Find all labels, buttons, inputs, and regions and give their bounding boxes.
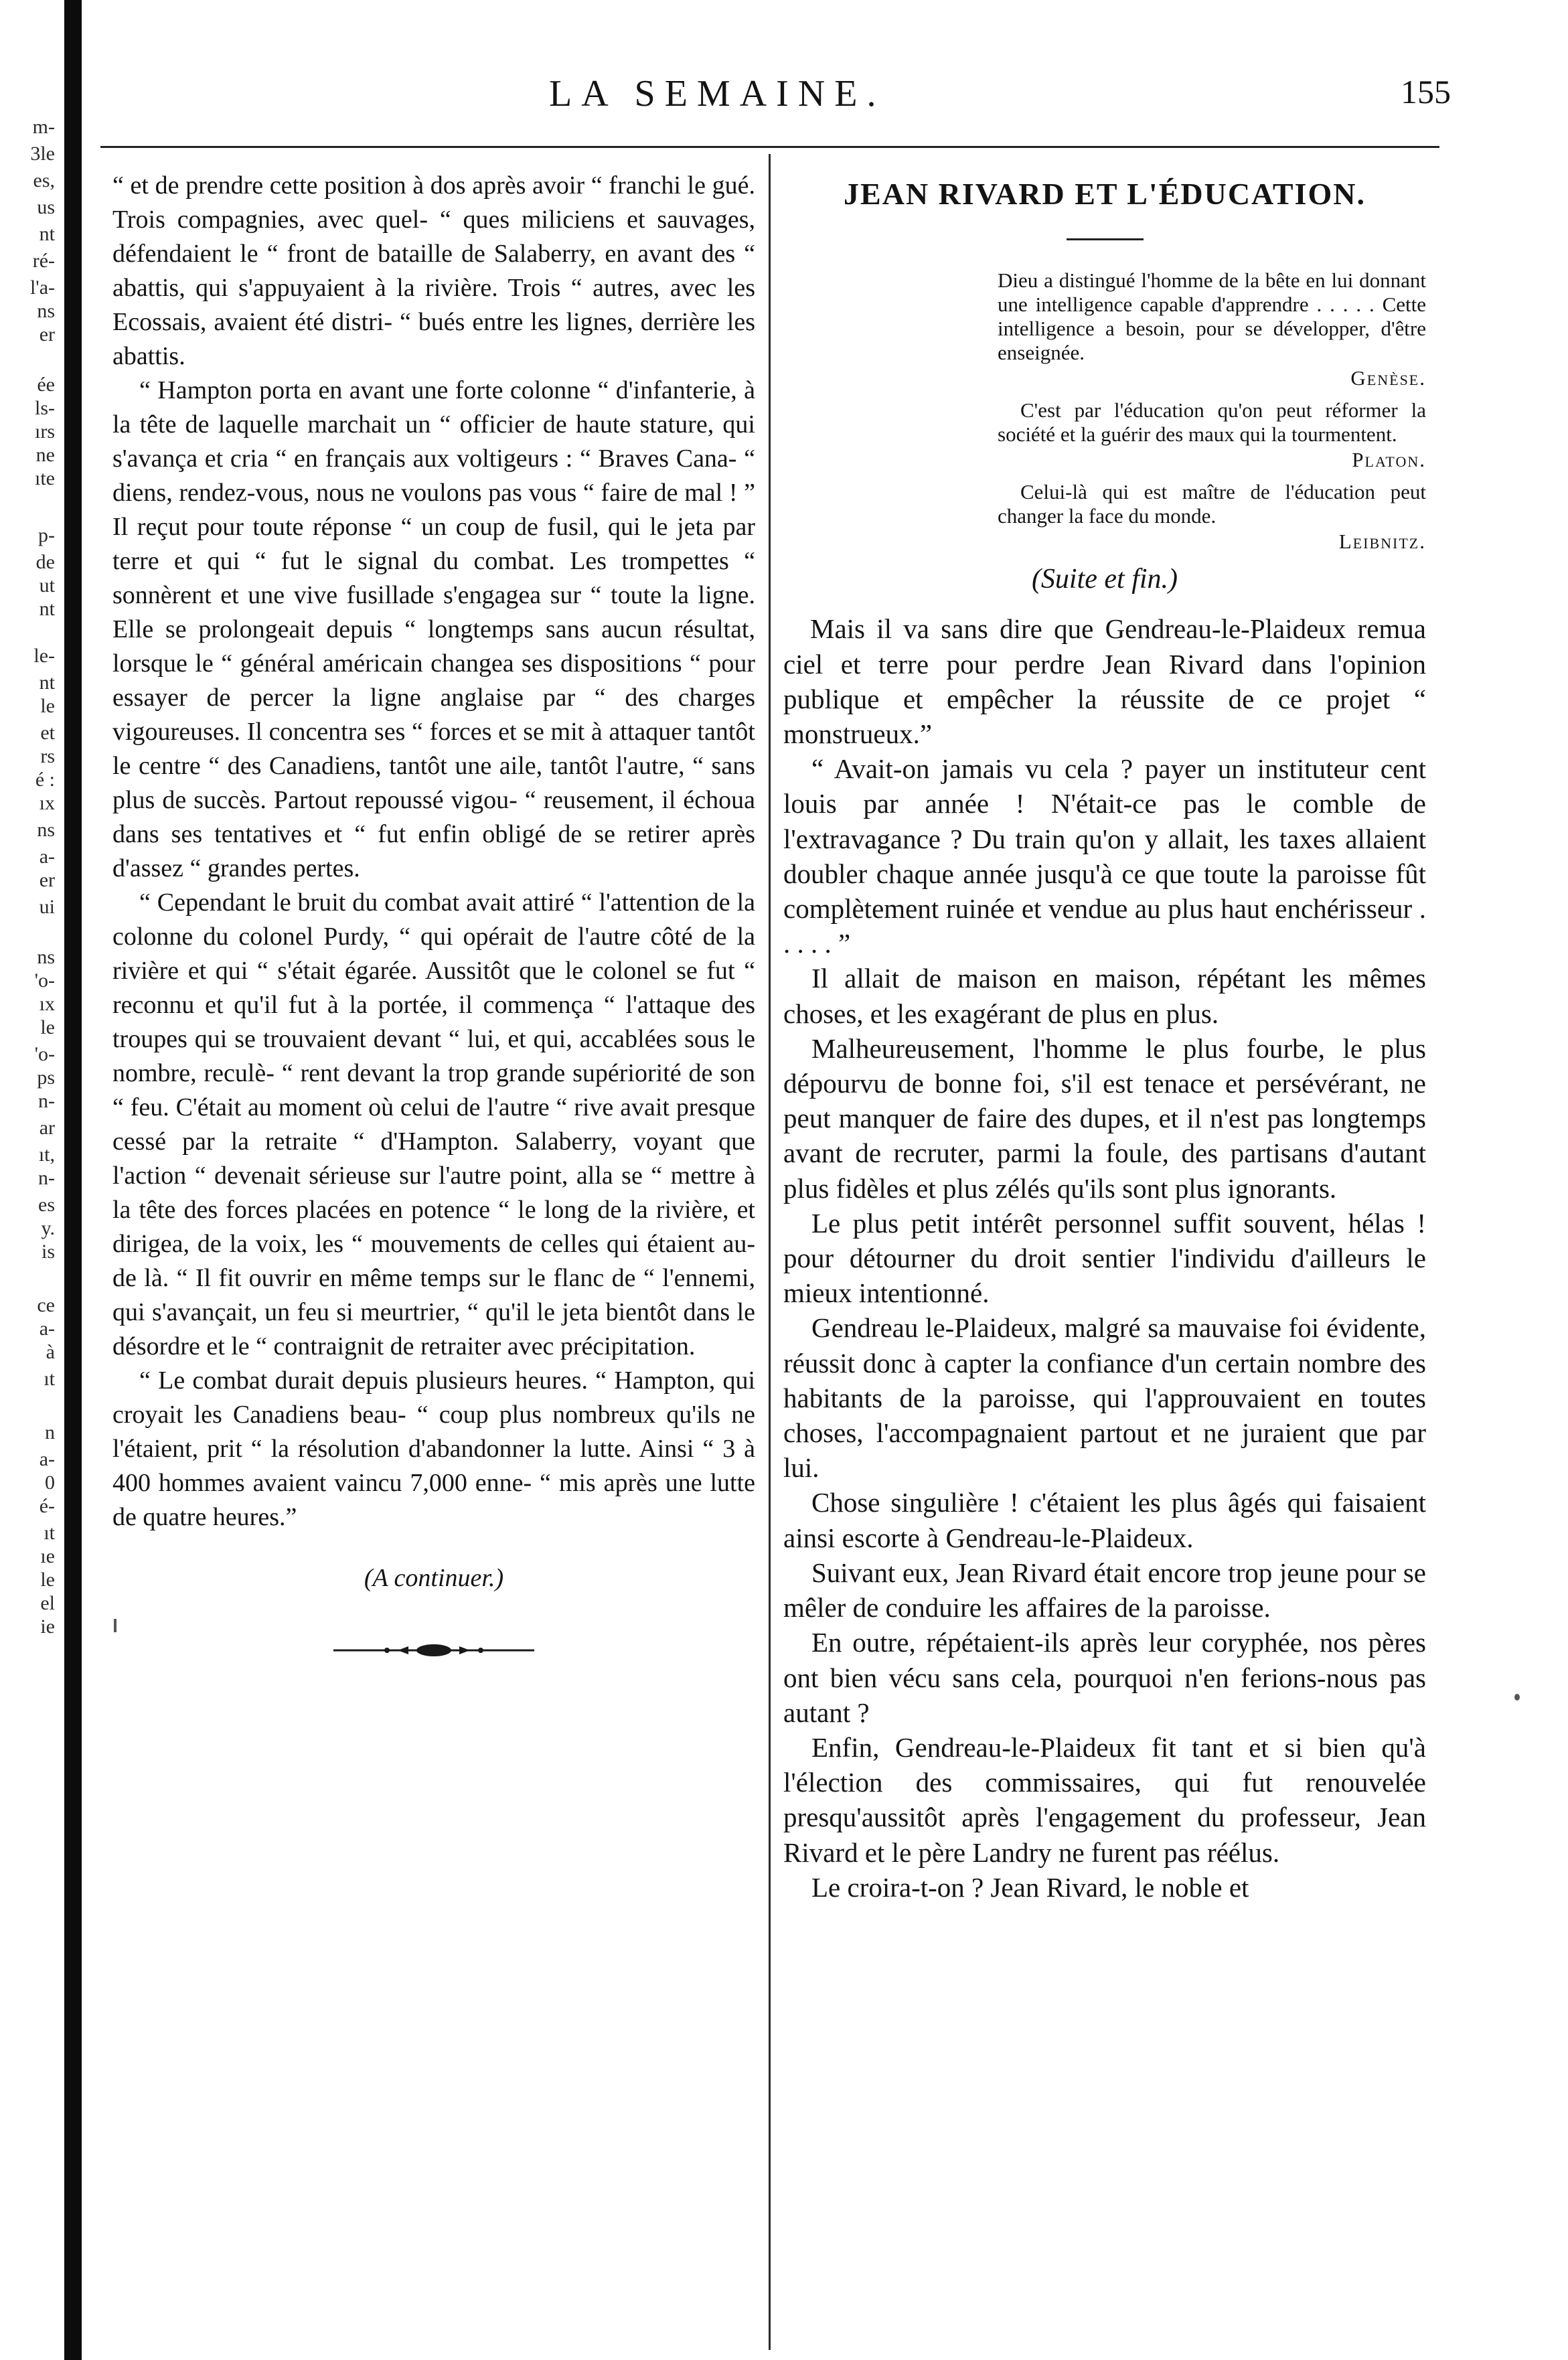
- margin-fragment: nt: [39, 672, 55, 694]
- right-paragraph-7: Chose singulière ! c'étaient les plus âgés qui faisaient ainsi escorte à Gendreau-le-Plaideux.: [783, 1487, 1426, 1553]
- margin-fragment: ps: [37, 1067, 55, 1089]
- right-paragraph-5: Le plus petit intérêt personnel suffit souvent, hélas ! pour détourner du droit sentier l'individu d'ailleurs le mieux intentionné.: [783, 1207, 1426, 1309]
- margin-fragment: n: [45, 1421, 55, 1443]
- margin-fragment: rs: [40, 745, 55, 767]
- margin-fragment: ie: [40, 1616, 55, 1638]
- margin-fragment: ns: [37, 946, 55, 968]
- margin-fragment: nt: [39, 223, 55, 245]
- margin-fragment: ıte: [35, 467, 55, 489]
- epigraph-text-1: Dieu a distingué l'homme de la bête en lui donnant une intelligence capable d'apprendre . . . . . Cette intelligence a besoin, pour se développer, d'être enseignée.: [998, 268, 1426, 365]
- stray-ink-mark: [114, 1619, 116, 1632]
- margin-fragment: à: [46, 1341, 55, 1363]
- right-paragraph-1: Mais il va sans dire que Gendreau-le-Plaideux remua ciel et terre pour perdre Jean Rivard dans l'opinion publique et empêcher la réussite de ce projet “ monstrueux.”: [783, 613, 1426, 750]
- margin-fragment: ıt: [44, 1368, 55, 1390]
- margin-fragment: a-: [39, 846, 55, 868]
- margin-fragment: de: [35, 551, 55, 573]
- margin-fragment: y.: [41, 1217, 55, 1239]
- epigraph-source-1: Genèse.: [1350, 366, 1426, 390]
- margin-fragment: es: [38, 1194, 55, 1216]
- title-rule: [1067, 238, 1144, 240]
- margin-fragment: ıt: [44, 1522, 55, 1544]
- margin-fragment: le: [40, 695, 55, 717]
- margin-fragment: m-: [32, 116, 55, 138]
- margin-fragment: n-: [38, 1090, 55, 1112]
- left-column: [112, 169, 755, 1658]
- header-rule: [100, 146, 1439, 148]
- left-paragraph-2: “ Hampton porta en avant une forte colonne “ d'infanterie, à la tête de laquelle marchait un “ officier de haute stature, qui s'avança et cria “ en français aux voltigeurs : “ Braves Cana- “ diens, rendez-vous, nous ne voulons pas vous “ faire de mal ! ” Il reçut pour toute réponse “ un coup de fusil, qui le jeta par terre et qui “ fut le signal du combat. Les trompettes “ sonnèrent et une vive fusillade s'engagea sur “ toute la ligne. Elle se prolongeait depuis “ longtemps sans aucun résultat, lorsque le “ général américain changea ses dispositions “ pour essayer de percer la ligne anglaise par “ des charges vigoureuses. Il concentra ses “ forces et se mit à attaquer tantôt le centre “ des Canadiens, tantôt une aile, tantôt l'autre, “ sans plus de succès. Partout repoussé vigou- “ reusement, il échoua dans ses tentatives et “ fut enfin obligé de se retirer après d'assez “ grandes pertes.: [112, 376, 755, 882]
- margin-fragment: el: [40, 1592, 55, 1614]
- margin-fragment: 3le: [30, 143, 55, 165]
- right-paragraph-9: En outre, répétaient-ils après leur coryphée, nos pères ont bien vécu sans cela, pourquoi n'en ferions-nous pas autant ?: [783, 1627, 1426, 1728]
- margin-fragment: nt: [39, 598, 55, 620]
- epigraph-source-2: Platon.: [1352, 448, 1426, 472]
- margin-fragment: ar: [39, 1117, 55, 1139]
- margin-fragment: 0: [45, 1472, 55, 1494]
- right-paragraph-11: Le croira-t-on ? Jean Rivard, le noble et: [811, 1871, 1249, 1903]
- left-paragraph-3: “ Cependant le bruit du combat avait attiré “ l'attention de la colonne du colonel Purdy, “ qui opérait de l'autre côté de la rivière et qui “ s'était égarée. Aussitôt que le colonel se fut “ reconnu et qu'il fut à la portée, il commença “ l'attaque des troupes qui se trouvaient devant “ lui, et qui, accablées sous le nombre, reculè- “ rent devant la trop grande supériorité de son “ feu. C'était au moment où celui de l'autre “ rive avait presque cessé par la retraite “ d'Hampton. Salaberry, voyant que l'action “ devenait sérieuse sur l'autre point, alla se “ mettre à la tête des forces placées en potence “ le long de la rivière, et dirigea, de la voix, les “ mouvements de celles qui étaient au-de là. “ Il fit ouvrir en même temps sur le flanc de “ l'ennemi, qui s'avançait, un feu si meurtrier, “ qu'il le jeta bientôt dans le désordre et le “ contraignit de retraiter avec précipitation.: [112, 888, 755, 1360]
- margin-fragment: ıe: [40, 1545, 55, 1567]
- margin-fragment: ns: [37, 300, 55, 322]
- margin-fragment: ıt,: [38, 1144, 55, 1166]
- margin-fragment: ui: [39, 896, 55, 918]
- right-paragraph-3: Il allait de maison en maison, répétant les mêmes choses, et les exagérant de plus en plus.: [783, 963, 1426, 1029]
- binding-shadow: [64, 0, 82, 2360]
- margin-fragment: 'o-: [34, 969, 55, 992]
- margin-fragment: é-: [39, 1495, 55, 1517]
- margin-fragment: er: [39, 323, 55, 345]
- margin-fragment: er: [39, 869, 55, 891]
- right-paragraph-10: Enfin, Gendreau-le-Plaideux fit tant et si bien qu'à l'élection des commissaires, qui fut renouvelée presqu'aussitôt après l'engagement du professeur, Jean Rivard et le père Landry ne furent pas réélus.: [783, 1731, 1426, 1868]
- margin-fragment: ut: [39, 574, 55, 597]
- margin-fragment: l'a-: [29, 277, 55, 299]
- margin-fragment: le: [40, 1569, 55, 1591]
- left-paragraph-4: “ Le combat durait depuis plusieurs heures. “ Hampton, qui croyait les Canadiens beau- “ coup plus nombreux qu'ils ne l'étaient, prit “ la résolution d'abandonner la lutte. Ainsi “ 3 à 400 hommes avaient vaincu 7,000 enne- “ mis après une lutte de quatre heures.”: [112, 1366, 755, 1531]
- margin-fragment: ée: [37, 374, 55, 396]
- margin-fragment: p-: [38, 524, 55, 546]
- margin-fragment: a-: [39, 1448, 55, 1470]
- margin-fragment: ns: [37, 819, 55, 841]
- article-body: [783, 611, 1426, 1905]
- left-paragraph-1: “ et de prendre cette position à dos après avoir “ franchi le gué. Trois compagnies, avec quel- “ ques miliciens et sauvages, défendaient le “ front de bataille de Salaberry, en avant des “ abattis, qui s'appuyaient à la rivière. Trois “ autres, avec les Ecossais, avaient été distri- “ bués entre les lignes, derrière les abattis.: [112, 171, 755, 370]
- suite-note: (Suite et fin.): [1031, 564, 1178, 595]
- margin-fragment: et: [40, 722, 55, 744]
- margin-fragment: ıx: [39, 792, 55, 814]
- margin-fragment: n-: [38, 1167, 55, 1189]
- running-title: LA SEMAINE.: [549, 73, 886, 114]
- right-paragraph-2: “ Avait-on jamais vu cela ? payer un instituteur cent louis par année ! N'était-ce pas le comble de l'extravagance ? Du train qu'on y allait, les taxes allaient doubler chaque année jusqu'à ce que toute la paroisse fût complètement ruinée et vendue au plus haut enchérisseur . . . . . ”: [783, 753, 1426, 959]
- margin-fragment: is: [41, 1241, 55, 1263]
- page-number: 155: [1401, 73, 1451, 110]
- right-column: [783, 169, 1426, 1905]
- column-divider: [769, 154, 771, 2350]
- stray-ink-mark: [1514, 1694, 1520, 1701]
- epigraph-text-2: C'est par l'éducation qu'on peut réformer la société et la guérir des maux qui la tourmentent.: [998, 398, 1426, 447]
- ornamental-rule-icon: [333, 1642, 534, 1658]
- margin-fragment: ırs: [35, 420, 55, 443]
- margin-fragment: ne: [35, 444, 55, 466]
- margin-fragment: le: [40, 1016, 55, 1038]
- margin-fragment: ce: [37, 1294, 55, 1316]
- epigraph-source-3: Leibnitz.: [1338, 530, 1426, 554]
- epigraph-text-3: Celui-là qui est maître de l'éducation peut changer la face du monde.: [998, 480, 1426, 528]
- margin-fragment: ré-: [32, 250, 55, 272]
- margin-fragment: le-: [33, 645, 55, 667]
- margin-fragment: a-: [39, 1318, 55, 1340]
- margin-fragment: 'o-: [34, 1043, 55, 1065]
- margin-fragment: é :: [35, 769, 55, 791]
- right-paragraph-4: Malheureusement, l'homme le plus fourbe, le plus dépourvu de bonne foi, s'il est tenace et persévérant, ne peut manquer de faire des dupes, et il n'est pas longtemps avant de recruter, parmi la foule, des partisans d'autant plus fidèles et plus zélés qu'ils sont plus ignorants.: [783, 1032, 1426, 1204]
- continuation-note: (A continuer.): [364, 1564, 504, 1592]
- margin-fragment: ls-: [35, 397, 55, 419]
- right-paragraph-8: Suivant eux, Jean Rivard était encore trop jeune pour se mêler de conduire les affaires de la paroisse.: [783, 1557, 1426, 1624]
- right-paragraph-6: Gendreau le-Plaideux, malgré sa mauvaise foi évidente, réussit donc à capter la confiance d'un certain nombre des habitants de la paroisse, qui l'approuvaient en toutes choses, l'accompagnaient partout et ne juraient que par lui.: [783, 1312, 1426, 1484]
- article-title: JEAN RIVARD ET L'ÉDUCATION.: [844, 177, 1366, 211]
- margin-fragment: ıx: [39, 993, 55, 1015]
- margin-fragment: us: [37, 196, 55, 218]
- epigraph-block: [998, 268, 1426, 554]
- margin-fragment: es,: [33, 169, 55, 191]
